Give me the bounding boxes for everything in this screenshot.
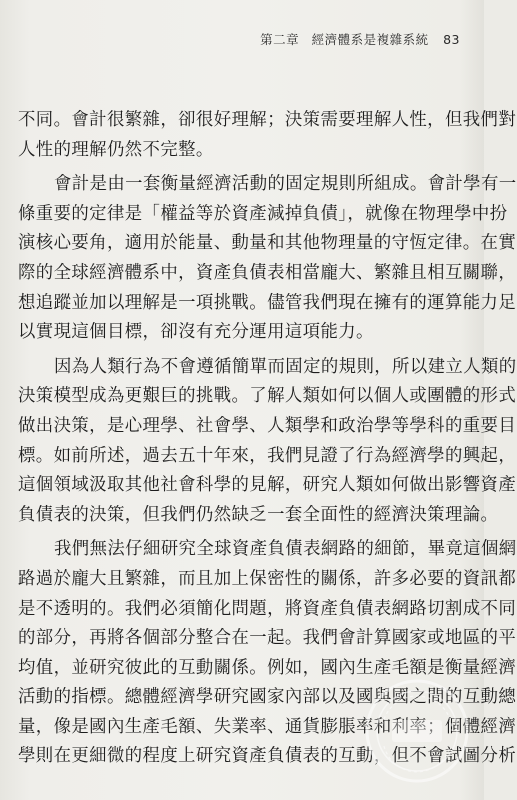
paragraph-3 [18,353,517,531]
text-line: 路過於龐大且繁雜，而且加上保密性的關係，許多必要的資訊都 [18,568,517,589]
text-line: 我們無法仔細研究全球資產負債表網路的細節，畢竟這個網 [54,539,517,560]
body-text [18,106,517,772]
text-line: 標。如前所述，過去五十年來，我們見證了行為經濟學的興起， [18,445,517,466]
text-line: 不同。會計很繁雜，卻很好理解；決策需要理解人性，但我們對 [18,110,517,130]
text-line: 條重要的定律是「權益等於資產減掉負債」，就像在物理學中扮 [18,203,508,224]
text-line: 均值，並研究彼此的互動關係。例如，國內生產毛額是衡量經濟 [18,657,517,678]
text-line: 負債表的決策，但我們仍然缺乏一套全面性的經濟決策理論。 [18,504,499,525]
text-line: 因為人類行為不會遵循簡單而固定的規則，所以建立人類的 [54,356,517,377]
text-line: 學則在更細微的程度上研究資產負債表的互動，但不會試圖分析 [18,746,517,767]
text-line: 演核心要角，適用於能量、動量和其他物理量的守恆定律。在實 [18,233,517,254]
watermark-seal-icon [362,676,472,786]
running-head [260,30,460,48]
text-line: 是不透明的。我們必須簡化問題，將資產負債表網路切割成不同 [18,598,517,619]
text-line: 想追蹤並加以理解是一項挑戰。儘管我們現在擁有的運算能力足 [18,292,517,313]
text-line: 會計是由一套衡量經濟活動的固定規則所組成。會計學有一 [54,174,517,195]
paragraph-1 [18,106,517,165]
paragraph-2 [18,170,517,348]
page-number: 83 [443,32,460,47]
chapter-label: 第二章 [260,32,300,47]
text-line: 的部分，再將各個部分整合在一起。我們會計算國家或地區的平 [18,628,517,649]
text-line: 做出決策，是心理學、社會學、人類學和政治學等學科的重要目 [18,415,517,436]
text-line: 人性的理解仍然不完整。 [18,139,214,160]
text-line: 決策模型成為更艱巨的挑戰。了解人類如何以個人或團體的形式 [18,386,517,407]
text-line: 這個領域汲取其他社會科學的見解，研究人類如何做出影響資產 [18,475,517,496]
text-line: 活動的指標。總體經濟學研究國家內部以及國與國之間的互動總 [18,687,517,708]
text-line: 際的全球經濟體系中，資產負債表相當龐大、繁雜且相互關聯， [18,262,517,283]
chapter-title: 經濟體系是複雜系統 [311,32,429,47]
text-line: 量，像是國內生產毛額、失業率、通貨膨脹率和利率；個體經濟 [18,716,517,737]
text-line: 以實現這個目標，卻沒有充分運用這項能力。 [18,322,374,343]
